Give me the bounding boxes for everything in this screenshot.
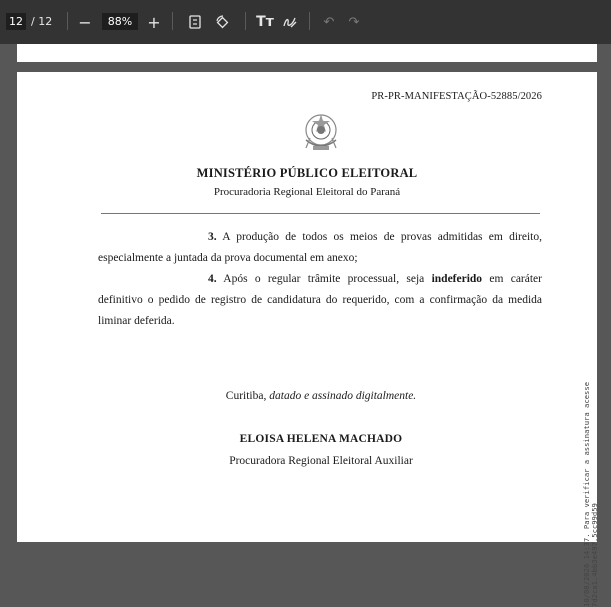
organization-subtitle: Procuradoria Regional Eleitoral do Paraná bbox=[213, 186, 401, 198]
text-size-icon: Tт bbox=[256, 14, 274, 30]
signature-line-1: 10/08/2026 14:37. Para verificar a assinatura acesse bbox=[582, 381, 591, 607]
text-size-button[interactable] bbox=[254, 11, 276, 33]
brazil-coat-of-arms-emblem bbox=[300, 110, 342, 154]
page-fit-icon bbox=[189, 15, 201, 29]
item-3-number: 3. bbox=[208, 231, 217, 243]
organization-name: MINISTÉRIO PÚBLICO ELEITORAL bbox=[196, 166, 418, 180]
current-page-input[interactable]: 12 bbox=[6, 13, 26, 30]
undo-icon: ↶ bbox=[323, 14, 335, 30]
draw-button[interactable] bbox=[279, 11, 301, 33]
toolbar-divider bbox=[245, 12, 246, 30]
zoom-in-button[interactable] bbox=[143, 11, 165, 33]
header-rule bbox=[101, 213, 540, 214]
pdf-toolbar bbox=[0, 0, 611, 44]
toolbar-divider bbox=[67, 12, 68, 30]
place-date-line bbox=[17, 390, 611, 402]
item-3-paragraph bbox=[98, 227, 542, 269]
signature-line-2: 7d2ca1.4bb3e497.5cc99d59 bbox=[590, 503, 599, 607]
zoom-level-input[interactable]: 88% bbox=[102, 13, 138, 30]
draw-icon bbox=[282, 14, 298, 30]
minus-icon: − bbox=[78, 12, 92, 32]
previous-page-bottom bbox=[17, 44, 597, 62]
zoom-out-button[interactable] bbox=[74, 11, 96, 33]
place-italic: datado e assinado digitalmente. bbox=[269, 390, 417, 402]
item-3-text: A produção de todos os meios de provas admitidas em direito, especialmente a juntada da prova documental em anexo; bbox=[98, 231, 542, 264]
signer-role: Procuradora Regional Eleitoral Auxiliar bbox=[229, 455, 413, 467]
item-4-text-b: em caráter definitivo o pedido de registro de candidatura do requerido, com a confirmação da medida liminar deferida. bbox=[98, 273, 542, 327]
undo-button[interactable] bbox=[318, 11, 340, 33]
redo-button[interactable] bbox=[343, 11, 365, 33]
signer-name: ELOISA HELENA MACHADO bbox=[239, 433, 403, 445]
toolbar-divider bbox=[309, 12, 310, 30]
rotate-button[interactable] bbox=[211, 11, 233, 33]
toolbar-divider bbox=[172, 12, 173, 30]
total-pages-label: / 12 bbox=[31, 15, 53, 28]
plus-icon: + bbox=[147, 12, 161, 32]
rotate-icon bbox=[214, 14, 230, 30]
place-text: Curitiba, bbox=[225, 390, 270, 402]
digital-signature-stamp bbox=[583, 362, 597, 607]
item-4-paragraph bbox=[98, 269, 542, 332]
item-4-bold: indeferido bbox=[431, 273, 483, 285]
pdf-page bbox=[17, 72, 599, 607]
page-fit-button[interactable] bbox=[184, 11, 206, 33]
item-4-text-a: Após o regular trâmite processual, seja bbox=[216, 273, 432, 285]
item-4-number: 4. bbox=[208, 273, 217, 285]
redo-icon: ↷ bbox=[348, 14, 360, 30]
document-reference: PR-PR-MANIFESTAÇÃO-52885/2026 bbox=[371, 91, 542, 102]
